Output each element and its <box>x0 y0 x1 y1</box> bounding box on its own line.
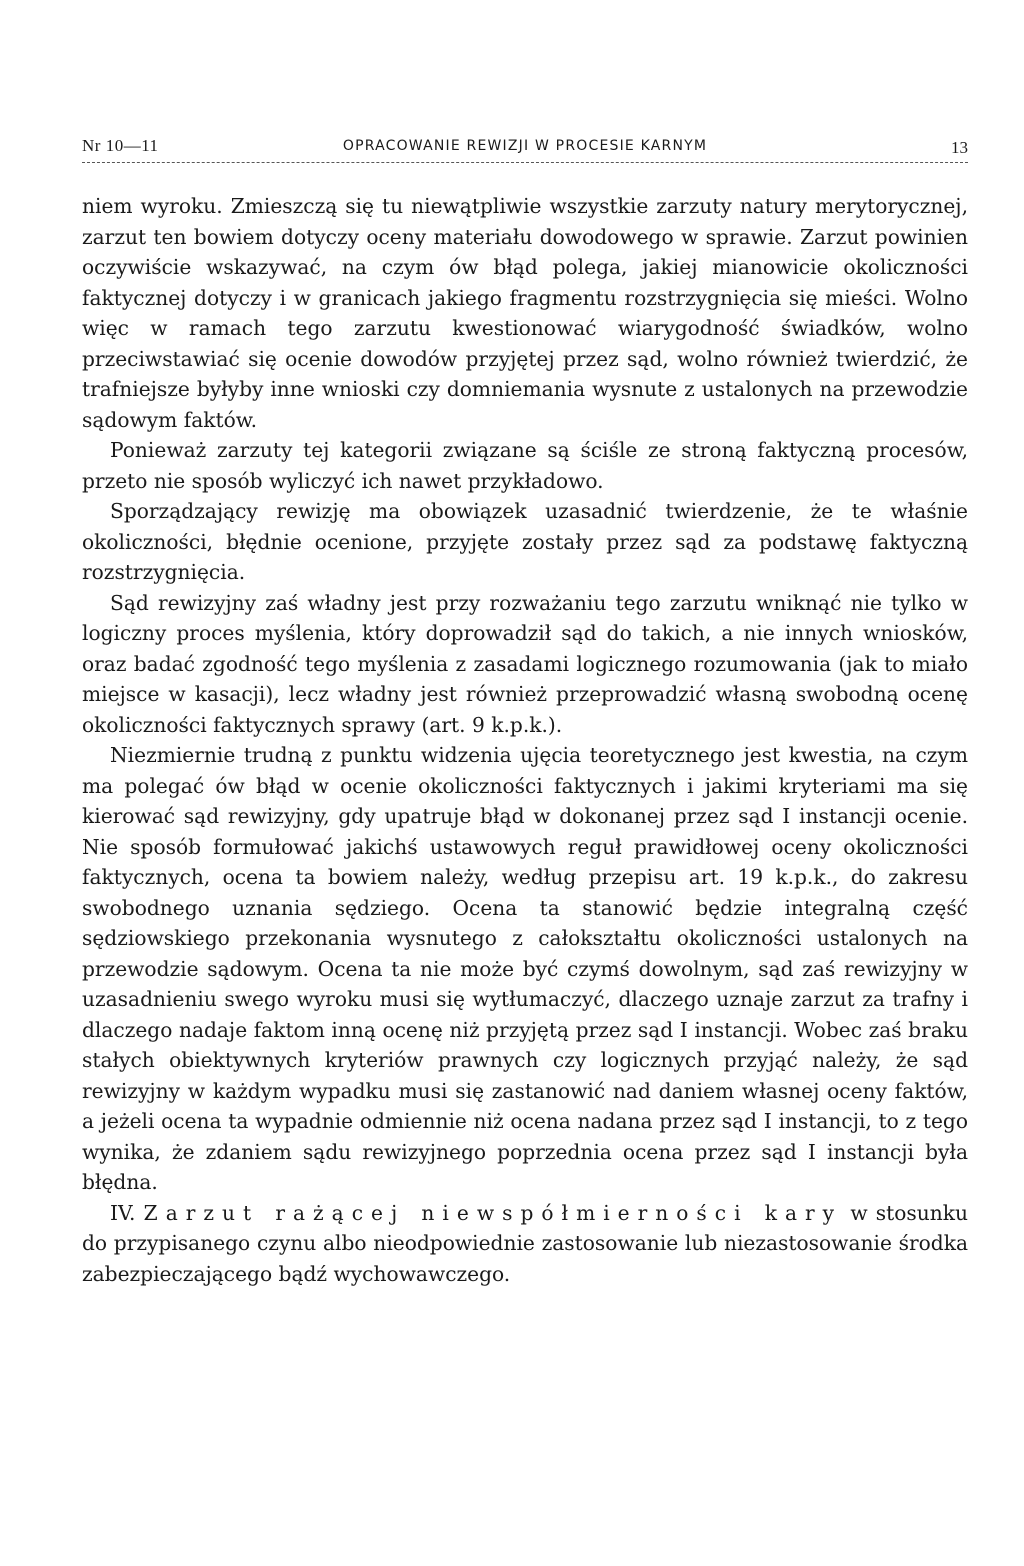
issue-number: Nr 10—11 <box>82 136 159 155</box>
section-numeral: IV. <box>110 1200 136 1225</box>
section-heading: Zarzut rażącej niewspółmierności kary <box>143 1200 843 1225</box>
paragraph: Sąd rewizyjny zaś władny jest przy rozważaniu tego zarzutu wniknąć nie tylko w logiczny proces myślenia, który doprowadził sąd do takich, a nie innych wniosków, oraz badać zgodność tego myślenia z zasadami logicznego rozumowania (jak to miało miejsce w kasacji), lecz władny jest również przeprowadzić własną swobodną ocenę okoliczności faktycznych sprawy (art. 9 k.p.k.). <box>82 590 968 737</box>
document-page <box>82 128 968 1289</box>
section-iv-paragraph <box>82 1198 968 1290</box>
body-text <box>82 191 968 1289</box>
paragraph: Niezmiernie trudną z punktu widzenia ujęcia teoretycznego jest kwestia, na czym ma polegać ów błąd w ocenie okoliczności faktycznych i jakimi kryteriami ma się kierować sąd rewizyjny, gdy upatruje błąd w dokonanej przez sąd I instancji ocenie. Nie sposób formułować jakichś ustawowych reguł prawidłowej oceny okoliczności faktycznych, ocena ta bowiem należy, według przepisu art. 19 k.p.k., do zakresu swobodnego uznania sędziego. Ocena ta stanowić będzie integralną część sędziowskiego przekonania wysnutego z całokształtu okoliczności ustalonych na przewodzie sądowym. Ocena ta nie może być czymś dowolnym, sąd zaś rewizyjny w uzasadnieniu swego wyroku musi się wytłumaczyć, dlaczego uznaje zarzut za trafny i dlaczego nadaje faktom inną ocenę niż przyjętą przez sąd I instancji. Wobec zaś braku stałych obiektywnych kryteriów prawnych czy logicznych przyjąć należy, że sąd rewizyjny w każdym wypadku musi się zastanowić nad daniem własnej oceny faktów, a jeżeli ocena ta wypadnie odmiennie niż ocena nadana przez sąd I instancji, to z tego wynika, że zdaniem sądu rewizyjnego poprzednia ocena przez sąd I instancji była błędna. <box>82 743 968 1194</box>
page-number: 13 <box>951 138 968 157</box>
paragraph: Ponieważ zarzuty tej kategorii związane są ściśle ze stroną faktyczną procesów, przeto nie sposób wyliczyć ich nawet przykładowo. <box>82 438 968 493</box>
section-text: w stosunku do przypisanego czynu albo nieodpowiednie zastosowanie lub niezastosowanie środka zabezpieczającego bądź wychowawczego. <box>82 1200 969 1286</box>
running-header <box>82 128 968 163</box>
running-title: OPRACOWANIE REWIZJI W PROCESIE KARNYM <box>342 138 708 154</box>
paragraph: niem wyroku. Zmieszczą się tu niewątpliwie wszystkie zarzuty natury merytorycznej, zarzut ten bowiem dotyczy oceny materiału dowodowego w sprawie. Zarzut powinien oczywiście wskazywać, na czym ów błąd polega, jakiej mianowicie okoliczności faktycznej dotyczy i w granicach jakiego fragmentu rozstrzygnięcia się mieści. Wolno więc w ramach tego zarzutu kwestionować wiarygodność świadków, wolno przeciwstawiać się ocenie dowodów przyjętej przez sąd, wolno również twierdzić, że trafniejsze byłyby inne wnioski czy domniemania wysnute z ustalonych na przewodzie sądowym faktów. <box>82 194 968 432</box>
paragraph: Sporządzający rewizję ma obowiązek uzasadnić twierdzenie, że te właśnie okoliczności, błędnie ocenione, przyjęte zostały przez sąd za podstawę faktyczną rozstrzygnięcia. <box>82 499 968 584</box>
